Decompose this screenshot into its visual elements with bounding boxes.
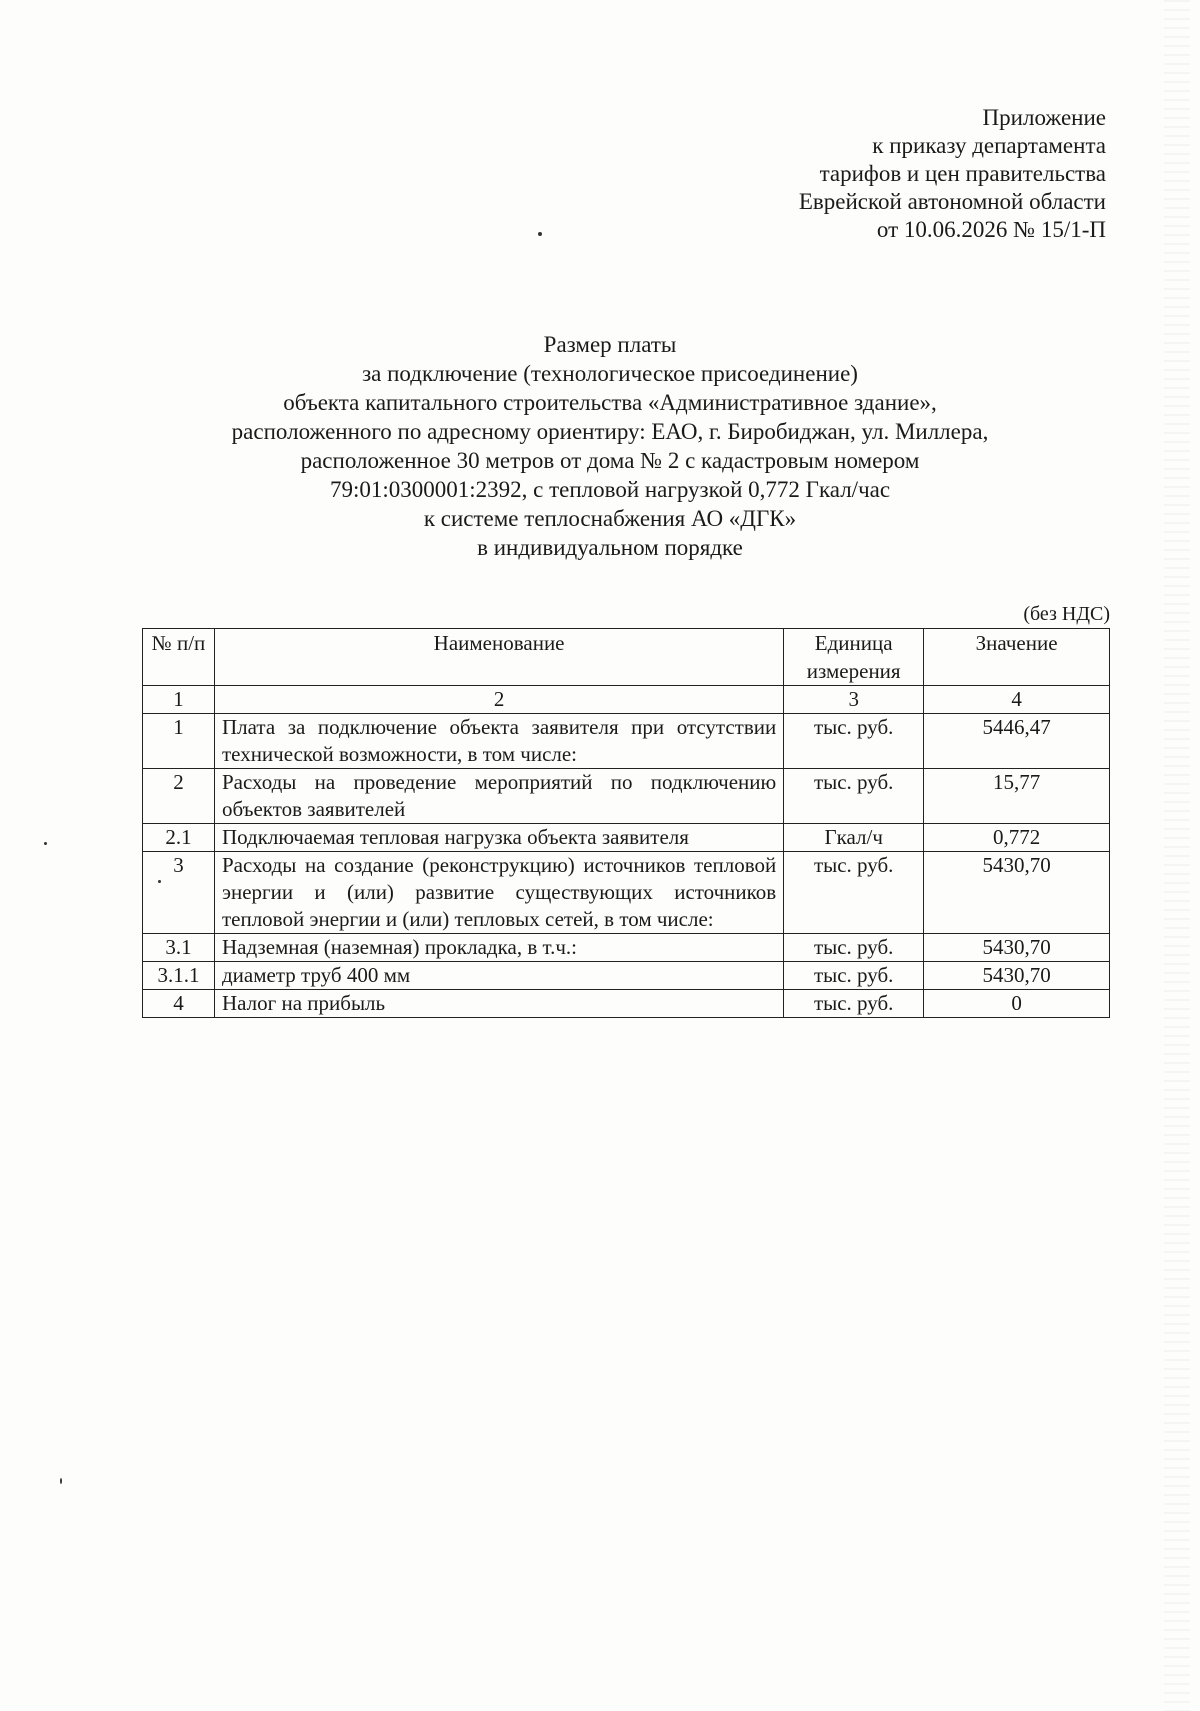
row-name: Расходы на создание (реконструкцию) источников тепловой энергии и (или) развитие существующих источников тепловой энергии и (или) тепловых сетей, в том числе: — [214, 852, 783, 934]
row-name: Надземная (наземная) прокладка, в т.ч.: — [214, 934, 783, 962]
table-row — [143, 824, 1110, 852]
row-value: 0 — [924, 990, 1110, 1018]
row-num: 2 — [143, 769, 215, 824]
fee-table — [142, 628, 1110, 1018]
appendix-line: от 10.06.2026 № 15/1-П — [876, 217, 1106, 242]
row-unit: тыс. руб. — [784, 714, 924, 769]
scan-speck — [538, 232, 542, 236]
row-unit: тыс. руб. — [784, 990, 924, 1018]
appendix-line: Еврейской автономной области — [798, 189, 1106, 214]
row-name: Налог на прибыль — [214, 990, 783, 1018]
header-value: Значение — [924, 629, 1110, 686]
column-number: 2 — [214, 686, 783, 714]
title-line: в индивидуальном порядке — [477, 535, 743, 560]
table-row — [143, 990, 1110, 1018]
appendix-line: Приложение — [982, 105, 1106, 130]
header-name: Наименование — [214, 629, 783, 686]
title-line: расположенного по адресному ориентиру: ЕАО, г. Биробиджан, ул. Миллера, — [231, 419, 989, 444]
row-value: 5446,47 — [924, 714, 1110, 769]
title-line: объекта капитального строительства «Административное здание», — [283, 390, 937, 415]
table-header-row — [143, 629, 1110, 686]
row-num: 3.1 — [143, 934, 215, 962]
row-name: Плата за подключение объекта заявителя при отсутствии технической возможности, в том числе: — [214, 714, 783, 769]
row-value: 5430,70 — [924, 962, 1110, 990]
document-title — [110, 330, 1110, 562]
header-unit: Единица измерения — [784, 629, 924, 686]
column-number-row — [143, 686, 1110, 714]
title-line: 79:01:0300001:2392, с тепловой нагрузкой 0,772 Гкал/час — [329, 477, 891, 502]
row-name: диаметр труб 400 мм — [214, 962, 783, 990]
row-value: 0,772 — [924, 824, 1110, 852]
appendix-header — [586, 104, 1106, 244]
vat-note: (без НДС) — [1023, 603, 1110, 625]
header-num: № п/п — [143, 629, 215, 686]
table-row — [143, 962, 1110, 990]
column-number: 3 — [784, 686, 924, 714]
appendix-line: к приказу департамента — [872, 133, 1106, 158]
title-line: за подключение (технологическое присоединение) — [362, 361, 858, 386]
row-unit: тыс. руб. — [784, 962, 924, 990]
row-num: 4 — [143, 990, 215, 1018]
appendix-line: тарифов и цен правительства — [819, 161, 1106, 186]
row-name: Подключаемая тепловая нагрузка объекта заявителя — [214, 824, 783, 852]
title-line: расположенное 30 метров от дома № 2 с кадастровым номером — [300, 448, 920, 473]
column-number: 1 — [143, 686, 215, 714]
row-num: 3.1.1 — [143, 962, 215, 990]
scan-edge-noise — [1164, 0, 1190, 1711]
scan-speck — [44, 842, 47, 845]
row-value: 15,77 — [924, 769, 1110, 824]
row-num: 1 — [143, 714, 215, 769]
row-num: 3 — [143, 852, 215, 934]
title-line: к системе теплоснабжения АО «ДГК» — [423, 506, 797, 531]
row-num: 2.1 — [143, 824, 215, 852]
row-unit: тыс. руб. — [784, 769, 924, 824]
scan-speck — [60, 1478, 62, 1484]
title-line: Размер платы — [543, 332, 677, 357]
row-unit: тыс. руб. — [784, 934, 924, 962]
table-row — [143, 934, 1110, 962]
row-name: Расходы на проведение мероприятий по подключению объектов заявителей — [214, 769, 783, 824]
row-unit: Гкал/ч — [784, 824, 924, 852]
row-value: 5430,70 — [924, 852, 1110, 934]
table-row — [143, 852, 1110, 934]
table-row — [143, 714, 1110, 769]
row-value: 5430,70 — [924, 934, 1110, 962]
table-row — [143, 769, 1110, 824]
column-number: 4 — [924, 686, 1110, 714]
row-unit: тыс. руб. — [784, 852, 924, 934]
